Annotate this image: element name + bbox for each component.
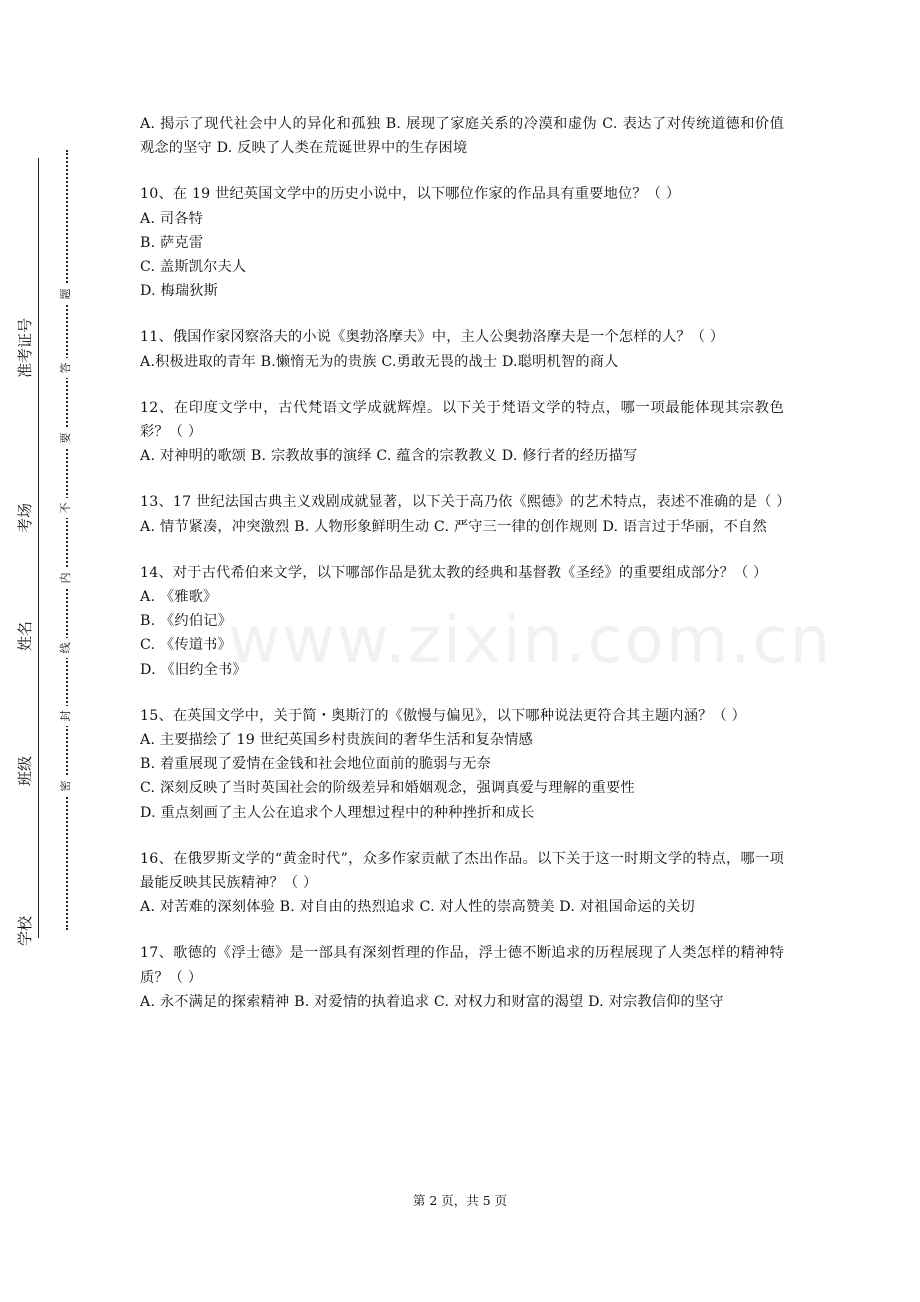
seal-char-feng: 封 [56, 706, 76, 726]
seal-char-xian: 线 [56, 638, 76, 658]
option-d: D. 梅瑞狄斯 [140, 283, 219, 300]
option-b: B. 着重展现了爱情在金钱和社会地位面前的脆弱与无奈 [140, 756, 491, 773]
question-14 [140, 561, 784, 682]
option-d: D. 《旧约全书》 [140, 661, 247, 678]
option-c: C. 盖斯凯尔夫人 [140, 259, 247, 276]
question-options: A. 对苦难的深刻体验 B. 对自由的热烈追求 C. 对人性的崇高赞美 D. 对祖国命运的关切 [140, 899, 695, 916]
question-stem: 13、17 世纪法国古典主义戏剧成就显著，以下关于高乃依《熙德》的艺术特点，表述不准确的是（ ） [140, 494, 791, 511]
option-c: C. 深刻反映了当时英国社会的阶级差异和婚姻观念，强调真爱与理解的重要性 [140, 780, 635, 797]
question-13 [140, 490, 791, 538]
option-a: A. 《雅歌》 [140, 589, 218, 606]
question-stem: 11、俄国作家冈察洛夫的小说《奥勃洛摩夫》中，主人公奥勃洛摩夫是一个怎样的人？（ ） [140, 329, 725, 346]
seal-char-mi: 密 [56, 776, 76, 796]
seal-char-ti: 题 [56, 284, 76, 304]
watermark: www.zixin.com.cn [228, 604, 833, 678]
question-9-tail [140, 112, 784, 160]
option-a: A. 司各特 [140, 210, 204, 227]
question-options: A. 揭示了现代社会中人的异化和孤独 B. 展现了家庭关系的冷漠和虚伪 C. 表达了对传统道德和价值观念的坚守 D. 反映了人类在荒诞世界中的生存困境 [140, 116, 784, 157]
question-stem: 17、歌德的《浮士德》是一部具有深刻哲理的作品，浮士德不断追求的历程展现了人类怎样的精神特质？（ ） [140, 945, 784, 986]
option-a: A. 主要描绘了 19 世纪英国乡村贵族间的奢华生活和复杂情感 [140, 732, 534, 749]
binding-solid-line [38, 158, 39, 938]
seal-char-nei: 内 [56, 568, 76, 588]
question-options: A. 永不满足的探索精神 B. 对爱情的执着追求 C. 对权力和财富的渴望 D. 对宗教信仰的坚守 [140, 993, 724, 1010]
binding-strip [0, 0, 100, 1302]
question-stem: 10、在 19 世纪英国文学中的历史小说中，以下哪位作家的作品具有重要地位？（ ） [140, 186, 681, 203]
question-list [140, 112, 791, 1036]
seal-char-bu: 不 [56, 498, 76, 518]
question-options: A. 对神明的歌颂 B. 宗教故事的演绎 C. 蕴含的宗教教义 D. 修行者的经历描写 [140, 448, 638, 465]
page-number: 第 2 页，共 5 页 [412, 1193, 508, 1208]
question-10 [140, 182, 784, 303]
question-15 [140, 704, 784, 825]
label-school: 学校 [16, 915, 34, 946]
label-name: 姓名 [16, 620, 34, 651]
question-stem: 16、在俄罗斯文学的“黄金时代”，众多作家贡献了杰出作品。以下关于这一时期文学的特点，哪一项最能反映其民族精神？（ ） [140, 850, 784, 892]
question-11 [140, 325, 784, 373]
question-17 [140, 941, 784, 1014]
seal-char-yao: 要 [56, 428, 76, 448]
label-exam-room: 考场 [16, 502, 34, 533]
question-options: A. 情节紧凑，冲突激烈 B. 人物形象鲜明生动 C. 严守三一律的创作规则 D. 语言过于华丽，不自然 [140, 518, 767, 535]
option-b: B. 萨克雷 [140, 234, 204, 251]
label-class: 班级 [16, 755, 34, 786]
question-options: A.积极进取的青年 B.懒惰无为的贵族 C.勇敢无畏的战士 D.聪明机智的商人 [140, 353, 619, 370]
question-16 [140, 847, 784, 920]
question-stem: 15、在英国文学中，关于简・奥斯汀的《傲慢与偏见》，以下哪种说法更符合其主题内涵？（ ） [140, 707, 746, 724]
label-exam-id: 准考证号 [16, 317, 34, 378]
question-12 [140, 396, 784, 469]
question-stem: 14、对于古代希伯来文学，以下哪部作品是犹太教的经典和基督教《圣经》的重要组成部分？（ ） [140, 564, 768, 581]
binding-dotted-line [66, 150, 68, 930]
option-b: B. 《约伯记》 [140, 613, 232, 630]
option-c: C. 《传道书》 [140, 637, 232, 654]
option-d: D. 重点刻画了主人公在追求个人理想过程中的种种挫折和成长 [140, 804, 535, 821]
seal-char-da: 答 [56, 358, 76, 378]
question-stem: 12、在印度文学中，古代梵语文学成就辉煌。以下关于梵语文学的特点，哪一项最能体现其宗教色彩？（ ） [140, 399, 784, 441]
